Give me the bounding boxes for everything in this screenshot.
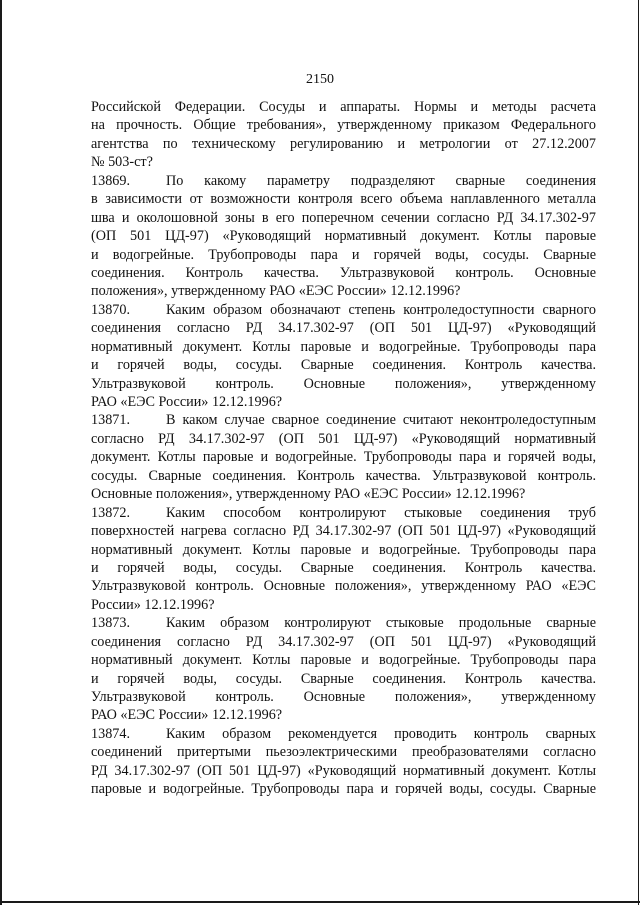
- text-line: нормативный документ. Котлы паровые и водогрейные. Трубопроводы пара: [91, 652, 596, 669]
- text-line: соединений притертыми пьезоэлектрическими преобразователями согласно: [91, 744, 596, 761]
- text-line: [91, 172, 596, 190]
- line-text: В каком случае сварное соединение считают неконтроледоступным: [166, 412, 596, 429]
- question-number: 13873.: [91, 615, 131, 632]
- line-text: Каким образом рекомендуется проводить контроль сварных: [166, 725, 596, 742]
- scan-edge-left: [0, 0, 2, 905]
- line-text: Каким образом контролируют стыковые продольные сварные: [166, 615, 596, 632]
- question-number: 13874.: [91, 725, 131, 742]
- question-paragraph: [91, 411, 596, 503]
- text-line: соединения. Контроль качества. Ультразвуковой контроль. Основные: [91, 264, 596, 281]
- text-line: нормативный документ. Котлы паровые и водогрейные. Трубопроводы пара: [91, 338, 596, 355]
- question-number: 13871.: [91, 412, 131, 429]
- question-number: 13872.: [91, 504, 131, 521]
- question-number: 13870.: [91, 301, 131, 318]
- text-line: Российской Федерации. Сосуды и аппараты. Нормы и методы расчета: [91, 99, 596, 115]
- text-line: РАО «ЕЭС России» 12.12.1996?: [91, 707, 283, 724]
- text-line: положения», утвержденному РАО «ЕЭС России» 12.12.1996?: [91, 283, 461, 300]
- text-line: (ОП 501 ЦД-97) «Руководящий нормативный документ. Котлы паровые: [91, 228, 596, 245]
- text-line: агентства по техническому регулированию и метрологии от 27.12.2007: [91, 135, 596, 152]
- text-line: поверхностей нагрева согласно РД 34.17.302-97 (ОП 501 ЦД-97) «Руководящий: [91, 523, 596, 540]
- question-paragraph: [91, 614, 596, 725]
- text-line: шва и околошовной зоны в его поперечном сечении согласно РД 34.17.302-97: [91, 209, 596, 226]
- line-text: Каким способом контролируют стыковые соединения труб: [166, 504, 596, 521]
- text-line: на прочность. Общие требования», утвержденному приказом Федерального: [91, 117, 596, 134]
- continuation-paragraph: [91, 98, 596, 172]
- text-line: России» 12.12.1996?: [91, 596, 215, 613]
- text-line: и горячей воды, сосуды. Сварные соединения. Контроль качества.: [91, 670, 596, 687]
- question-paragraph: [91, 504, 596, 615]
- text-line: [91, 614, 596, 632]
- text-line: нормативный документ. Котлы паровые и водогрейные. Трубопроводы пара: [91, 541, 596, 558]
- scan-edge-bottom: [0, 901, 640, 903]
- text-line: соединения согласно РД 34.17.302-97 (ОП 501 ЦД-97) «Руководящий: [91, 320, 596, 337]
- line-text: По какому параметру подразделяют сварные соединения: [166, 172, 596, 189]
- text-line: Ультразвуковой контроль. Основные положения», утвержденному: [91, 689, 596, 705]
- text-line: паровые и водогрейные. Трубопроводы пара и горячей воды, сосуды. Сварные: [91, 781, 596, 798]
- text-line: РАО «ЕЭС России» 12.12.1996?: [91, 394, 283, 410]
- question-number: 13869.: [91, 172, 131, 189]
- text-line: сосуды. Сварные соединения. Контроль качества. Ультразвуковой контроль.: [91, 467, 596, 484]
- text-line: и горячей воды, сосуды. Сварные соединения. Контроль качества.: [91, 357, 596, 374]
- document-body: [91, 98, 596, 799]
- text-line: документ. Котлы паровые и водогрейные. Трубопроводы пара и горячей воды,: [91, 449, 596, 466]
- text-line: № 503-ст?: [91, 154, 153, 171]
- question-paragraph: [91, 301, 596, 412]
- line-text: Каким образом обозначают степень контроледоступности сварного: [166, 301, 596, 318]
- text-line: [91, 301, 596, 319]
- question-paragraph: [91, 172, 596, 301]
- text-line: соединения согласно РД 34.17.302-97 (ОП 501 ЦД-97) «Руководящий: [91, 633, 596, 650]
- scan-edge-right: [638, 0, 639, 905]
- text-line: [91, 411, 596, 429]
- text-line: РД 34.17.302-97 (ОП 501 ЦД-97) «Руководящий нормативный документ. Котлы: [91, 762, 596, 779]
- page-number: 2150: [306, 72, 334, 87]
- text-line: согласно РД 34.17.302-97 (ОП 501 ЦД-97) «Руководящий нормативный: [91, 430, 596, 447]
- text-line: [91, 504, 596, 522]
- question-paragraph: [91, 725, 596, 799]
- text-line: и водогрейные. Трубопроводы пара и горячей воды, сосуды. Сварные: [91, 246, 596, 263]
- text-line: [91, 725, 596, 743]
- text-line: Основные положения», утвержденному РАО «ЕЭС России» 12.12.1996?: [91, 486, 526, 503]
- text-line: Ультразвуковой контроль. Основные положения», утвержденному РАО «ЕЭС: [91, 578, 596, 595]
- text-line: Ультразвуковой контроль. Основные положения», утвержденному: [91, 375, 596, 392]
- text-line: в зависимости от возможности контроля всего объема наплавленного металла: [91, 191, 596, 208]
- text-line: и горячей воды, сосуды. Сварные соединения. Контроль качества.: [91, 559, 596, 576]
